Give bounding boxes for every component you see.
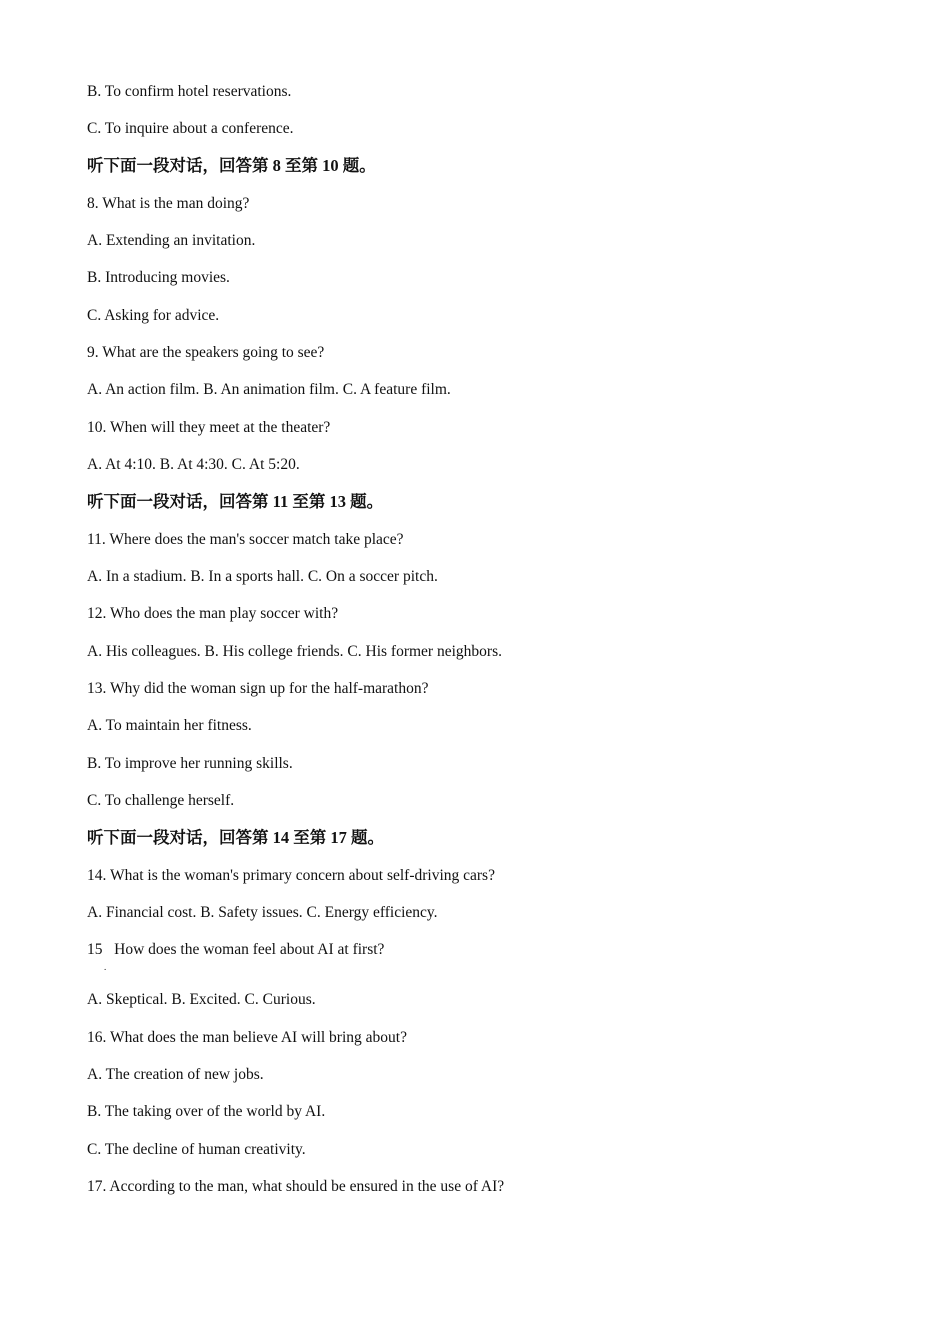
question-line: 11. Where does the man's soccer match take place? [87,531,404,548]
option-line: A. At 4:10. B. At 4:30. C. At 5:20. [87,456,300,473]
question-line: 13. Why did the woman sign up for the half-marathon? [87,680,429,697]
question-line: 8. What is the man doing? [87,195,250,212]
option-line: A. The creation of new jobs. [87,1066,264,1083]
question-line: 12. Who does the man play soccer with? [87,605,339,622]
option-line: A. Financial cost. B. Safety issues. C. Energy efficiency. [87,904,438,921]
option-line: A. Skeptical. B. Excited. C. Curious. [87,991,316,1008]
option-line: C. To inquire about a conference. [87,120,294,137]
stray-dot-mark: . [104,962,107,972]
option-line: A. An action film. B. An animation film. C. A feature film. [87,381,451,398]
option-line: B. To confirm hotel reservations. [87,83,292,100]
option-line: C. Asking for advice. [87,307,220,324]
question-line: 9. What are the speakers going to see? [87,344,325,361]
question-line: 15 How does the woman feel about AI at first? [87,941,385,958]
question-line: 17. According to the man, what should be ensured in the use of AI? [87,1178,505,1195]
option-line: A. His colleagues. B. His college friends. C. His former neighbors. [87,643,502,660]
section-heading: 听下面一段对话，回答第 11 至第 13 题。 [87,492,384,511]
option-line: A. To maintain her fitness. [87,717,252,734]
section-heading: 听下面一段对话，回答第 14 至第 17 题。 [87,828,384,847]
option-line: B. The taking over of the world by AI. [87,1103,326,1120]
section-heading: 听下面一段对话，回答第 8 至第 10 题。 [87,156,376,175]
question-line: 16. What does the man believe AI will bring about? [87,1029,407,1046]
option-line: B. Introducing movies. [87,269,230,286]
question-line: 10. When will they meet at the theater? [87,419,331,436]
option-line: C. The decline of human creativity. [87,1141,306,1158]
option-line: A. In a stadium. B. In a sports hall. C. On a soccer pitch. [87,568,438,585]
option-line: B. To improve her running skills. [87,755,293,772]
option-line: A. Extending an invitation. [87,232,256,249]
question-line: 14. What is the woman's primary concern about self-driving cars? [87,867,495,884]
option-line: C. To challenge herself. [87,792,235,809]
